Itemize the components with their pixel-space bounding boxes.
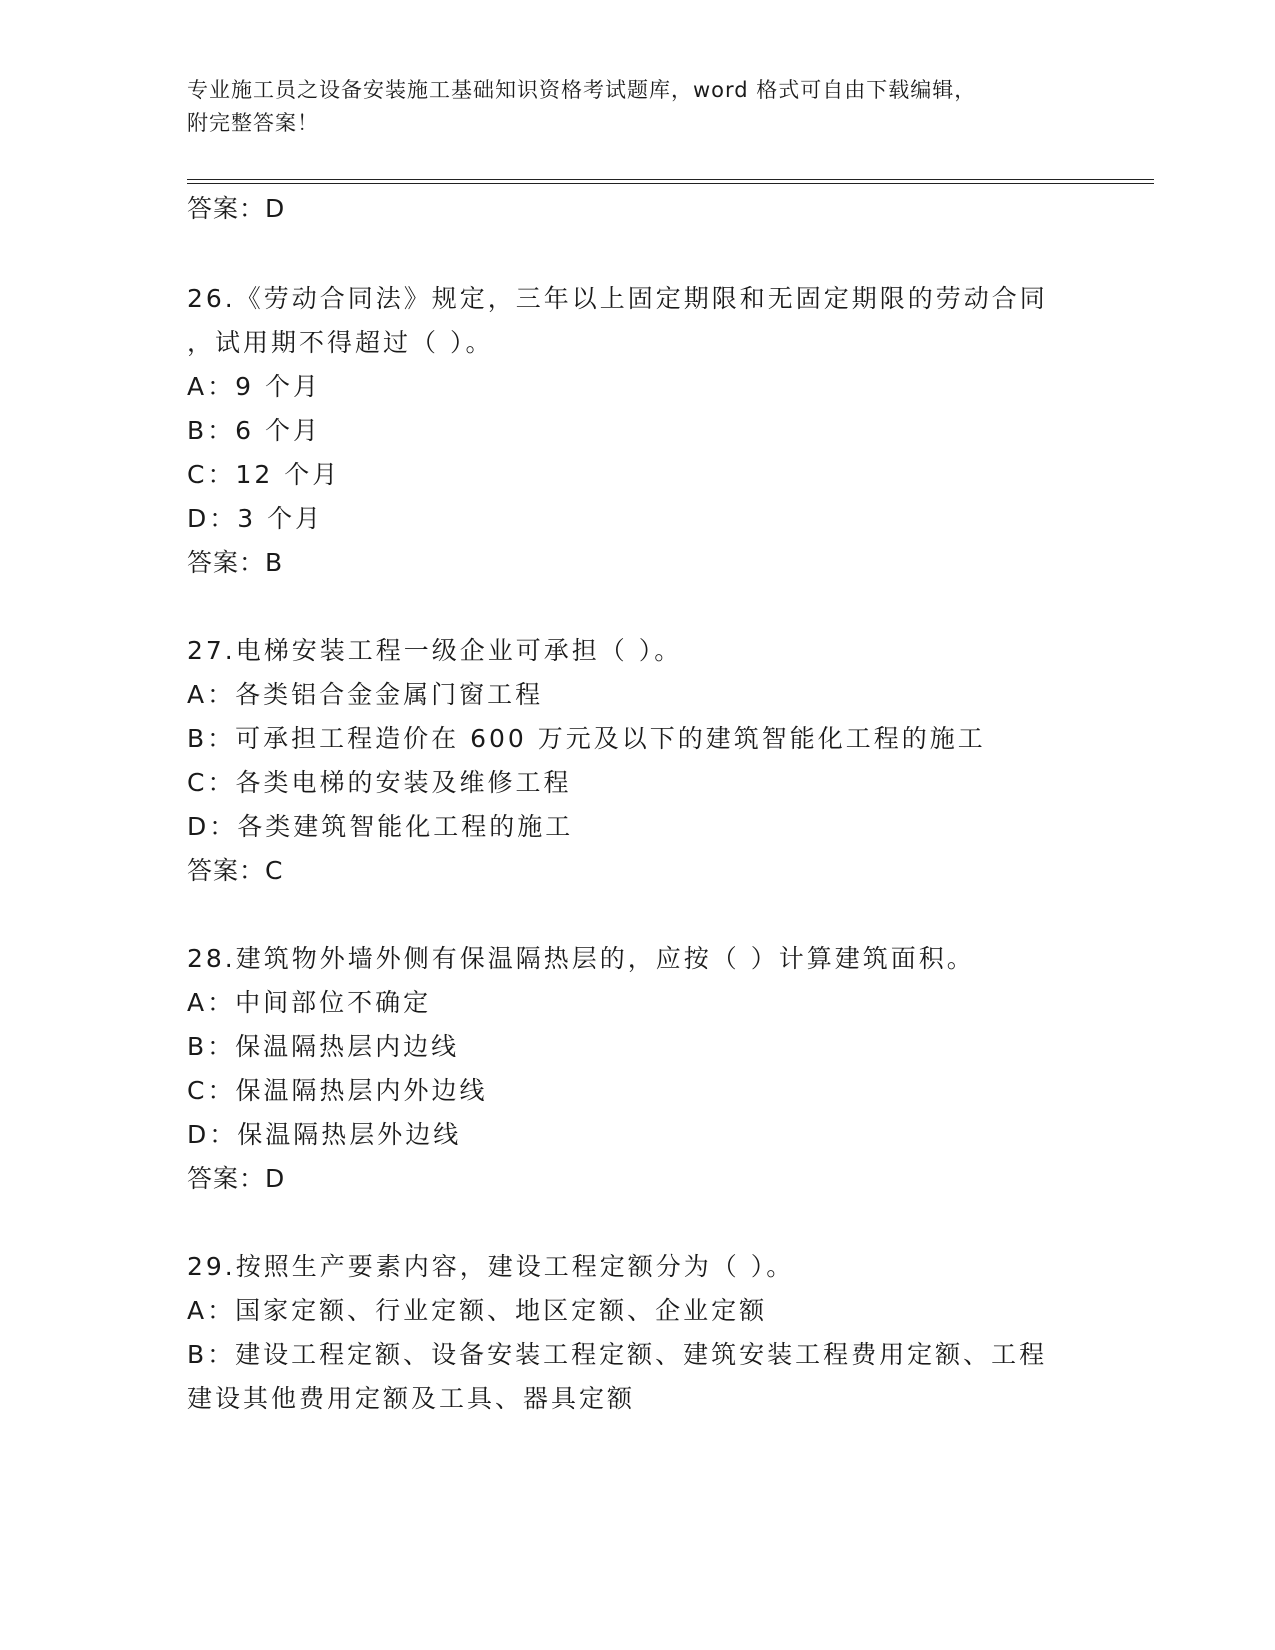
option-28-b: B：保温隔热层内边线: [187, 1032, 460, 1061]
option-29-a: A：国家定额、行业定额、地区定额、企业定额: [187, 1296, 768, 1325]
option-26-a: A：9 个月: [187, 372, 321, 401]
option-28-c: C：保温隔热层内外边线: [187, 1076, 488, 1105]
option-29-b: B：建设工程定额、设备安装工程定额、建筑安装工程费用定额、工程: [187, 1340, 1048, 1369]
option-26-d: D：3 个月: [187, 504, 324, 533]
answer-27: 答案：C: [187, 856, 284, 885]
question-26: 26.《劳动合同法》规定，三年以上固定期限和无固定期限的劳动合同: [187, 284, 1048, 313]
answer-28: 答案：D: [187, 1164, 286, 1193]
option-27-a: A：各类铝合金金属门窗工程: [187, 680, 544, 709]
header-line-2: 附完整答案！: [187, 111, 319, 135]
option-27-c: C：各类电梯的安装及维修工程: [187, 768, 572, 797]
option-29-b-cont: 建设其他费用定额及工具、器具定额: [187, 1384, 636, 1413]
question-29: 29.按照生产要素内容，建设工程定额分为（ ）。: [187, 1252, 795, 1281]
question-27: 27.电梯安装工程一级企业可承担（ ）。: [187, 636, 683, 665]
answer-line: 答案：D: [187, 194, 286, 223]
option-28-d: D：保温隔热层外边线: [187, 1120, 462, 1149]
option-27-d: D：各类建筑智能化工程的施工: [187, 812, 574, 841]
header-line-1: 专业施工员之设备安装施工基础知识资格考试题库，word 格式可自由下载编辑，: [187, 78, 977, 102]
option-28-a: A：中间部位不确定: [187, 988, 432, 1017]
option-26-b: B：6 个月: [187, 416, 322, 445]
page-header: [187, 74, 1067, 140]
header-divider-top: [187, 179, 1154, 180]
header-divider-bottom: [187, 183, 1154, 184]
option-27-b: B：可承担工程造价在 600 万元及以下的建筑智能化工程的施工: [187, 724, 986, 753]
answer-26: 答案：B: [187, 548, 284, 577]
question-26-cont: ，试用期不得超过（ ）。: [187, 328, 494, 357]
question-28: 28.建筑物外墙外侧有保温隔热层的，应按（ ）计算建筑面积。: [187, 944, 975, 973]
option-26-c: C：12 个月: [187, 460, 341, 489]
